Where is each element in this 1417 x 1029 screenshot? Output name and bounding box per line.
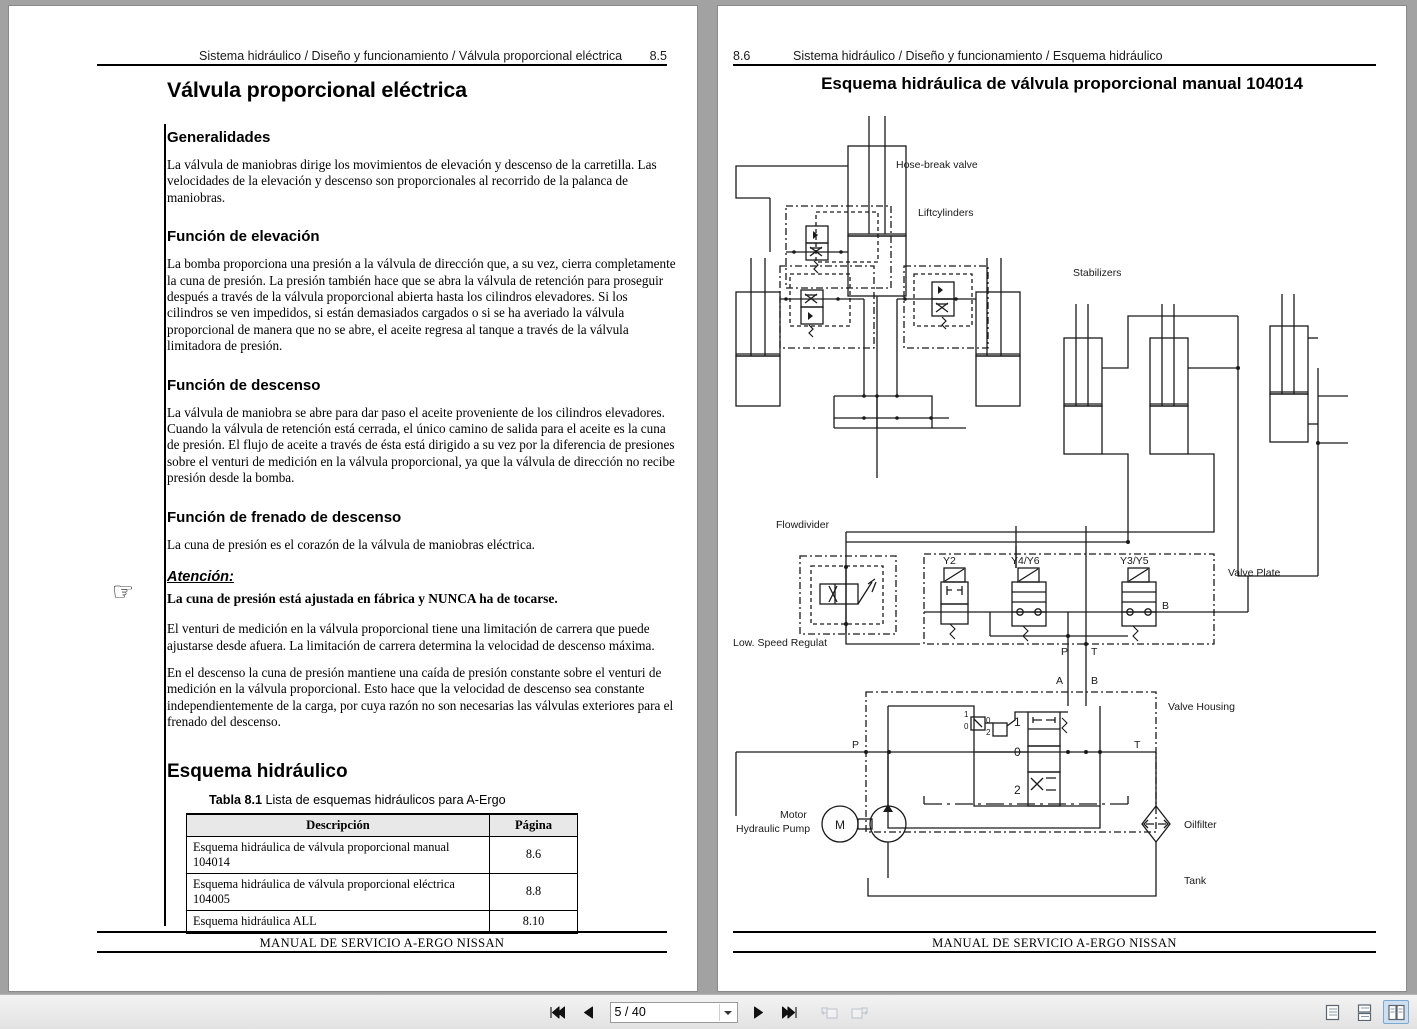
label-valve-housing: Valve Housing: [1168, 701, 1235, 713]
right-page-breadcrumb: Sistema hidráulico / Diseño y funcionamiento / Esquema hidráulico: [793, 49, 1163, 63]
label-valve-plate: Valve Plate: [1228, 567, 1281, 579]
table-row: [187, 873, 578, 910]
hydraulic-schematic: [728, 106, 1398, 916]
heading-esquema-hidraulico: Esquema hidráulico: [167, 760, 348, 782]
label-solenoid-y3y5: Y3/Y5: [1120, 555, 1149, 567]
label-hydraulic-pump: Hydraulic Pump: [736, 823, 811, 835]
table-row: [187, 910, 578, 933]
attention-text: La cuna de presión está ajustada en fábrica y NUNCA ha de tocarse.: [167, 591, 558, 607]
heading-funcion-elevacion: Función de elevación: [167, 228, 320, 246]
page-right: [717, 5, 1407, 992]
page-title: Válvula proporcional eléctrica: [167, 78, 467, 102]
schema-table: [186, 813, 578, 934]
copy-right-icon[interactable]: [850, 1001, 870, 1023]
label-oilfilter: Oilfilter: [1184, 819, 1217, 831]
view-mode-group[interactable]: [1319, 1000, 1409, 1024]
continuous-page-view-button[interactable]: [1351, 1000, 1377, 1024]
table-caption-text: Lista de esquemas hidráulicos para A-Ergo: [265, 792, 506, 807]
label-stabilizers: Stabilizers: [1073, 267, 1122, 279]
left-footer-text: MANUAL DE SERVICIO A-ERGO NISSAN: [259, 936, 505, 950]
left-page-body: [167, 78, 677, 934]
viewer-toolbar[interactable]: [0, 994, 1417, 1029]
paragraph-venturi: El venturi de medición en la válvula proporcional tiene una limitación de carrera que puede ajustarse desde afuera. La limitación de carrera determina la velocidad de descenso máxima.: [167, 621, 655, 653]
table-header-row: [187, 814, 578, 837]
next-page-button[interactable]: [749, 1001, 769, 1023]
label-micro-0b: 0: [986, 716, 991, 725]
table-caption: [209, 793, 677, 807]
paragraph-funcion-elevacion: La bomba proporciona una presión a la válvula de dirección que, a su vez, cierra completamente la cuna de presión. La presión también hace que se abra la válvula de retención para proseguir después a través de la válvula proporcional abierta hasta los cilindros elevadores. Si los cilindros se ven impedidos, si están demasiados cargados o si se ha averiado la válvula proporcional de manera que no se abre, el aceite regresa al tanque a través de la válvula limitadora de presión.: [167, 256, 676, 354]
last-page-button[interactable]: [780, 1001, 800, 1023]
chevron-down-icon[interactable]: [724, 1011, 732, 1015]
right-header-rule: [733, 64, 1376, 66]
label-micro-0a: 0: [964, 722, 969, 731]
label-port-t-housing: T: [1134, 739, 1141, 751]
table-cell-page: 8.6: [490, 836, 578, 873]
label-valve-pos-2: 2: [1014, 783, 1021, 797]
label-port-b-plate: B: [1162, 600, 1170, 612]
label-solenoid-y4y6: Y4/Y6: [1011, 555, 1040, 567]
label-flowdivider: Flowdivider: [776, 519, 830, 531]
label-valve-pos-1: 1: [1014, 715, 1021, 729]
paragraph-generalidades: La válvula de maniobras dirige los movimientos de elevación y descenso de la carretilla. Las velocidades de la elevación y descenso son proporcionales al recorrido de la palanca de maniobras.: [167, 157, 657, 205]
table-row: [187, 836, 578, 873]
label-tank: Tank: [1184, 875, 1207, 887]
page-field-divider: [719, 1004, 720, 1021]
label-port-t-plate: T: [1091, 646, 1098, 658]
left-vertical-rule: [164, 124, 166, 926]
label-port-p-housing: P: [852, 739, 860, 751]
right-footer-text: MANUAL DE SERVICIO A-ERGO NISSAN: [932, 936, 1177, 950]
left-page-number: 8.5: [649, 49, 667, 63]
left-page-breadcrumb: Sistema hidráulico / Diseño y funcionamiento / Válvula proporcional eléctrica: [199, 49, 623, 63]
schematic-title: Esquema hidráulica de válvula proporcional manual 104014: [821, 74, 1303, 93]
paragraph-descenso-const: En el descenso la cuna de presión mantiene una caída de presión constante sobre el venturi de medición en la válvula proporcional. Esto hace que la velocidad de descenso sea constante independientemente de la carga, por cuya razón no son necesarias las válvulas exteriores para el frenado del descenso.: [167, 664, 674, 730]
table-cell-page: 8.8: [490, 873, 578, 910]
copy-left-icon[interactable]: [819, 1001, 839, 1023]
heading-generalidades: Generalidades: [167, 129, 271, 146]
label-motor-symbol: M: [835, 818, 845, 832]
facing-pages-view-button[interactable]: [1383, 1000, 1409, 1024]
label-liftcylinders: Liftcylinders: [918, 207, 974, 219]
table-cell-desc: Esquema hidráulica ALL: [187, 910, 490, 933]
table-cell-desc: Esquema hidráulica de válvula proporcional manual 104014: [187, 836, 490, 873]
label-port-p-plate: P: [1061, 646, 1069, 658]
heading-funcion-descenso: Función de descenso: [167, 376, 321, 394]
paragraph-funcion-descenso: La válvula de maniobra se abre para dar paso el aceite proveniente de los cilindros elevadores. Cuando la válvula de retención está cerrada, el único camino de salida para el aceite es la cuna de presión. El flujo de aceite a través de ésta está dirigido a su vez por la diferencia de presiones sobre el venturi de medición en la válvula proporcional, ya que la válvula de dirección no recibe presión desde la bomba.: [167, 404, 675, 486]
label-low-speed-regulat: Low. Speed Regulat: [733, 637, 827, 649]
paragraph-funcion-frenado: La cuna de presión es el corazón de la válvula de maniobras eléctrica.: [167, 536, 535, 552]
previous-page-button[interactable]: [579, 1001, 599, 1023]
label-motor: Motor: [780, 809, 807, 821]
heading-funcion-frenado: Función de frenado de descenso: [167, 508, 402, 526]
label-valve-pos-0: 0: [1014, 745, 1021, 759]
page-left: [8, 5, 698, 992]
page-navigation-group[interactable]: [548, 1001, 870, 1023]
attention-label: Atención:: [167, 569, 234, 586]
right-page-number: 8.6: [733, 49, 751, 63]
table-col-descripcion: Descripción: [187, 814, 490, 837]
label-solenoid-y2: Y2: [943, 555, 956, 567]
table-col-pagina: Página: [490, 814, 578, 837]
pointing-hand-icon: ☞: [112, 577, 135, 606]
label-hose-break-valve: Hose-break valve: [896, 159, 978, 171]
single-page-view-button[interactable]: [1319, 1000, 1345, 1024]
table-cell-page: 8.10: [490, 910, 578, 933]
table-caption-number: Tabla 8.1: [209, 792, 262, 807]
label-micro-2: 2: [986, 728, 991, 737]
table-cell-desc: Esquema hidráulica de válvula proporcional eléctrica 104005: [187, 873, 490, 910]
label-micro-1: 1: [964, 710, 969, 719]
label-port-a-mid: A: [1056, 675, 1064, 687]
label-port-b-mid: B: [1091, 675, 1099, 687]
first-page-button[interactable]: [548, 1001, 568, 1023]
page-number-field[interactable]: [610, 1002, 738, 1023]
page-number-value: 5 / 40: [614, 1005, 646, 1019]
left-header-rule: [97, 64, 667, 66]
